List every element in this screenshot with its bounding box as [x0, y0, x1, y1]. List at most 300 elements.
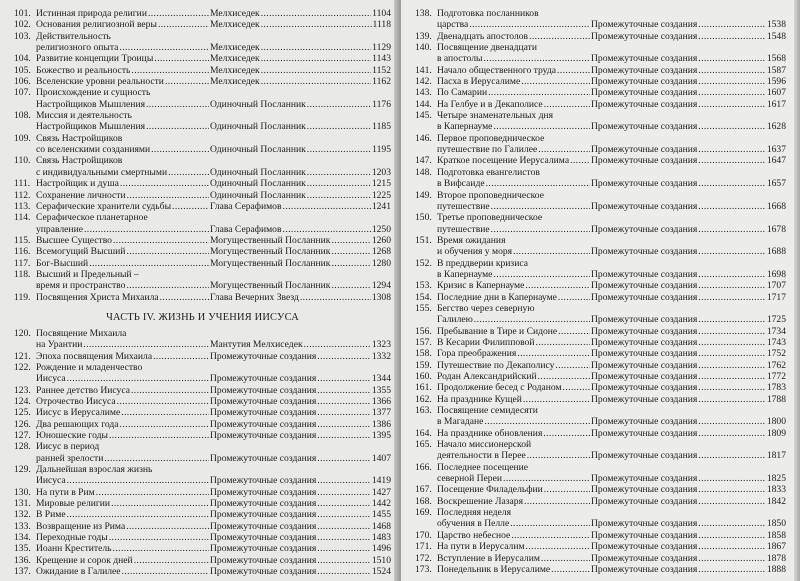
entry-number: 142.: [415, 76, 432, 88]
dot-leader: [113, 235, 209, 246]
dot-leader: [698, 314, 766, 325]
toc-entry: [14, 407, 391, 418]
entry-title: в Капернауме: [437, 268, 493, 280]
entry-number: 171.: [415, 541, 432, 553]
entry-page-number: 1637: [766, 144, 786, 156]
entry-line-continued: [14, 280, 391, 291]
entry-number: 141.: [415, 64, 432, 76]
toc-entry: [14, 351, 391, 362]
toc-entry: [415, 65, 786, 76]
entry-line: [415, 553, 786, 564]
entry-line-continued: [14, 167, 391, 178]
toc-entry: [14, 178, 391, 189]
entry-number: 148.: [415, 166, 432, 178]
dot-leader: [113, 543, 209, 554]
dot-leader: [331, 258, 370, 269]
entry-line: [415, 382, 786, 393]
entry-title: Бог-Высший: [36, 257, 89, 269]
entry-page-number: 1104: [372, 8, 391, 19]
dot-leader: [551, 564, 590, 575]
entry-line: [415, 326, 786, 337]
entry-line: [415, 360, 786, 371]
entry-title: Высший и Предельный –: [36, 268, 139, 280]
dot-leader: [126, 521, 209, 532]
toc-entry: [415, 42, 786, 65]
dot-leader: [261, 65, 371, 76]
entry-author: Промежуточные создания: [591, 473, 698, 485]
entry-number: 129.: [14, 464, 31, 476]
entry-page-number: 1538: [766, 19, 786, 31]
entry-page-number: 1725: [766, 314, 786, 326]
dot-leader: [307, 190, 371, 201]
entry-line: [14, 235, 391, 246]
entry-title: Настройщиков Мышления: [36, 121, 145, 133]
dot-leader: [698, 450, 766, 461]
entry-number: 125.: [14, 407, 31, 419]
entry-title: Действительность: [36, 30, 111, 42]
dot-leader: [121, 407, 209, 418]
entry-line: [415, 133, 786, 144]
dot-leader: [317, 532, 371, 543]
dot-leader: [698, 53, 766, 64]
entry-line: [415, 530, 786, 541]
dot-leader: [698, 19, 766, 30]
entry-page-number: 1647: [766, 155, 786, 167]
entry-number: 167.: [415, 484, 432, 496]
dot-leader: [158, 19, 209, 30]
entry-page-number: 1143: [372, 53, 391, 65]
dot-leader: [511, 530, 590, 541]
entry-title: Миссия и деятельность: [36, 110, 132, 122]
dot-leader: [317, 396, 371, 407]
dot-leader: [172, 201, 209, 212]
toc-entry: [415, 371, 786, 382]
entry-line: [415, 496, 786, 507]
entry-page-number: 1386: [371, 418, 391, 430]
dot-leader: [698, 337, 766, 348]
entry-page-number: 1568: [766, 53, 786, 65]
entry-line: [14, 292, 391, 303]
entry-title: Галилею: [437, 314, 473, 326]
entry-number: 161.: [415, 382, 432, 394]
entry-number: 111.: [14, 178, 31, 190]
entry-page-number: 1455: [371, 509, 391, 521]
toc-entry: [14, 8, 391, 19]
toc-entry: [14, 269, 391, 292]
toc-entry: [415, 337, 786, 348]
entry-author: Мелхиседек: [210, 42, 260, 54]
toc-entry: [14, 201, 391, 212]
entry-title: Развитие концепции Троицы: [36, 53, 154, 65]
dot-leader: [317, 566, 371, 577]
toc-entry: [14, 509, 391, 520]
dot-leader: [146, 99, 209, 110]
entry-title: управление: [36, 223, 83, 235]
entry-author: Промежуточные создания: [591, 348, 698, 360]
dot-leader: [83, 339, 209, 350]
dot-leader: [527, 450, 590, 461]
entry-page-number: 1268: [371, 246, 391, 258]
toc-entry: [14, 235, 391, 246]
entry-number: 119.: [14, 291, 31, 303]
dot-leader: [570, 155, 590, 166]
dot-leader: [698, 31, 766, 42]
entry-title: Понедельник в Иерусалиме: [437, 563, 551, 575]
entry-author: Промежуточные создания: [591, 64, 698, 76]
entry-page-number: 1468: [371, 520, 391, 532]
entry-line-continued: [14, 99, 391, 110]
toc-entry: [415, 133, 786, 156]
entry-page-number: 1162: [372, 76, 391, 88]
dot-leader: [698, 394, 766, 405]
entry-number: 134.: [14, 532, 31, 544]
toc-entry: [14, 498, 391, 509]
entry-title: Связь Настройщиков: [36, 132, 123, 144]
entry-line-continued: [415, 121, 786, 132]
entry-title: Иисуса: [36, 475, 66, 487]
entry-line-continued: [415, 269, 786, 280]
entry-line-continued: [415, 53, 786, 64]
entry-number: 112.: [14, 189, 31, 201]
entry-title: Иоанн Креститель: [36, 543, 112, 555]
dot-leader: [261, 53, 371, 64]
entry-title: Гора преображения: [437, 348, 517, 360]
entry-number: 103.: [14, 30, 31, 42]
entry-page-number: 1225: [371, 189, 391, 201]
entry-author: Промежуточные создания: [210, 566, 317, 578]
toc-entry: [415, 484, 786, 495]
dot-leader: [517, 348, 590, 359]
entry-line: [14, 31, 391, 42]
dot-leader: [525, 280, 590, 291]
entry-title: Посвящения Христа Михаила: [36, 291, 159, 303]
entry-number: 105.: [14, 64, 31, 76]
dot-leader: [698, 530, 766, 541]
dot-leader: [165, 76, 209, 87]
dot-leader: [120, 419, 209, 430]
toc-entry: [415, 564, 786, 575]
entry-line-continued: [14, 453, 391, 464]
dot-leader: [698, 292, 766, 303]
dot-leader: [154, 53, 209, 64]
entry-number: 154.: [415, 291, 432, 303]
toc-entry: [415, 76, 786, 87]
entry-page-number: 1688: [766, 246, 786, 258]
dot-leader: [131, 385, 209, 396]
entry-number: 160.: [415, 371, 432, 382]
entry-line: [14, 246, 391, 257]
entry-author: Промежуточные создания: [210, 373, 317, 385]
entry-author: Промежуточные создания: [210, 486, 317, 498]
entry-title: Два решающих года: [36, 418, 119, 430]
toc-entry: [14, 362, 391, 385]
dot-leader: [331, 280, 370, 291]
dot-leader: [524, 496, 590, 507]
entry-page-number: 1678: [766, 223, 786, 235]
entry-title: Второе проповедническое: [437, 189, 544, 201]
dot-leader: [120, 178, 209, 189]
entry-line: [14, 269, 391, 280]
entry-line: [14, 133, 391, 144]
entry-page-number: 1617: [766, 98, 786, 110]
entry-number: 120.: [14, 327, 31, 339]
entry-page-number: 1825: [766, 473, 786, 485]
entry-title: На пути в Рим: [36, 486, 95, 498]
entry-number: 137.: [14, 566, 31, 578]
dot-leader: [84, 224, 209, 235]
entry-author: Промежуточные создания: [591, 291, 698, 303]
entry-title: Первое проповедническое: [437, 132, 545, 144]
entry-title: царства: [437, 19, 469, 31]
dot-leader: [484, 416, 590, 427]
entry-author: Промежуточные создания: [591, 427, 698, 439]
entry-line: [415, 462, 786, 473]
entry-title: Четыре знаменательных дня: [437, 110, 554, 122]
entry-page-number: 1817: [766, 450, 786, 462]
entry-line: [415, 348, 786, 359]
entry-number: 153.: [415, 280, 432, 292]
entry-page-number: 1203: [371, 166, 391, 178]
entry-page-number: 1628: [766, 121, 786, 133]
entry-number: 104.: [14, 53, 31, 65]
entry-page-number: 1419: [371, 475, 391, 487]
entry-line: [415, 280, 786, 291]
entry-title: В Кесарии Филипповой: [437, 336, 535, 348]
toc-entry: [14, 464, 391, 487]
entry-line-continued: [14, 121, 391, 132]
entry-number: 136.: [14, 554, 31, 566]
toc-entry: [415, 235, 786, 258]
dot-leader: [469, 19, 590, 30]
toc-entry: [415, 280, 786, 291]
entry-line: [415, 439, 786, 450]
dot-leader: [488, 87, 590, 98]
entry-title: Крещение и сорок дней: [36, 554, 133, 566]
entry-number: 101.: [14, 8, 31, 19]
dot-leader: [523, 394, 590, 405]
dot-leader: [698, 360, 766, 371]
dot-leader: [317, 521, 371, 532]
entry-page-number: 1607: [766, 87, 786, 99]
dot-leader: [160, 292, 209, 303]
entry-number: 127.: [14, 430, 31, 442]
toc-entry: [415, 292, 786, 303]
entry-number: 169.: [415, 507, 432, 519]
entry-number: 124.: [14, 396, 31, 407]
toc-entry: [415, 530, 786, 541]
entry-line: [415, 8, 786, 19]
entry-line: [14, 566, 391, 577]
dot-leader: [317, 475, 371, 486]
entry-number: 123.: [14, 384, 31, 396]
entry-line: [415, 65, 786, 76]
dot-leader: [261, 8, 371, 19]
dot-leader: [698, 99, 766, 110]
entry-title: Юношеские годы: [36, 430, 108, 442]
entry-number: 166.: [415, 461, 432, 473]
entry-author: Промежуточные создания: [591, 552, 698, 564]
entry-line: [415, 484, 786, 495]
entry-author: Промежуточные создания: [210, 384, 317, 396]
entry-line: [14, 419, 391, 430]
dot-leader: [146, 121, 209, 132]
entry-author: Могущественный Посланник: [210, 280, 331, 292]
page-edge: [794, 0, 800, 581]
entry-line: [415, 303, 786, 314]
entry-title: религиозного опыта: [36, 42, 119, 54]
entry-line-continued: [14, 224, 391, 235]
entry-page-number: 1355: [371, 384, 391, 396]
entry-author: Промежуточные создания: [210, 532, 317, 544]
entry-title: Путешествие по Декаполису: [437, 359, 555, 371]
toc-entry: [14, 133, 391, 156]
dot-leader: [317, 487, 371, 498]
dot-leader: [555, 360, 590, 371]
toc-entry: [415, 405, 786, 428]
entry-line: [415, 212, 786, 223]
entry-title: Сохранение личности: [36, 189, 126, 201]
dot-leader: [557, 65, 590, 76]
entry-title: Воскрешение Лазаря: [437, 495, 524, 507]
entry-line: [14, 65, 391, 76]
dot-leader: [503, 473, 590, 484]
entry-number: 155.: [415, 302, 432, 314]
entry-page-number: 1587: [766, 64, 786, 76]
dot-leader: [131, 65, 209, 76]
toc-entry: [14, 292, 391, 303]
entry-author: Промежуточные создания: [210, 509, 317, 521]
entry-title: Настройщик и душа: [36, 178, 119, 190]
entry-line: [14, 396, 391, 407]
dot-leader: [283, 224, 371, 235]
entry-author: Промежуточные создания: [210, 475, 317, 487]
entry-line: [14, 362, 391, 373]
entry-line: [415, 155, 786, 166]
entry-page-number: 1294: [371, 280, 391, 292]
entry-line-continued: [14, 339, 391, 350]
toc-list-part-three: [14, 8, 391, 303]
entry-line: [14, 53, 391, 64]
entry-number: 150.: [415, 212, 432, 224]
dot-leader: [307, 99, 371, 110]
entry-page-number: 1118: [372, 19, 391, 31]
entry-page-number: 1783: [766, 382, 786, 394]
entry-author: Промежуточные создания: [591, 76, 698, 88]
entry-number: 128.: [14, 441, 31, 453]
dot-leader: [67, 509, 209, 520]
dot-leader: [698, 155, 766, 166]
entry-page-number: 1867: [766, 541, 786, 553]
toc-entry: [415, 541, 786, 552]
entry-author: Промежуточные создания: [591, 541, 698, 553]
entry-line: [415, 337, 786, 348]
entry-line: [14, 178, 391, 189]
entry-author: Промежуточные создания: [210, 554, 317, 566]
entry-line: [415, 292, 786, 303]
toc-entry: [14, 258, 391, 269]
toc-entry: [14, 396, 391, 407]
toc-entry: [415, 428, 786, 439]
entry-line: [14, 385, 391, 396]
toc-entry: [415, 496, 786, 507]
entry-title: На пути в Иерусалим: [437, 541, 525, 553]
entry-title: На празднике обновления: [437, 427, 543, 439]
dot-leader: [698, 65, 766, 76]
entry-number: 144.: [415, 98, 432, 110]
entry-author: Промежуточные создания: [591, 484, 698, 496]
entry-title: Бегство через северную: [437, 302, 535, 314]
entry-page-number: 1833: [766, 484, 786, 496]
entry-author: Одиночный Посланник: [210, 98, 306, 110]
entry-title: Отрочество Иисуса: [36, 396, 116, 407]
entry-author: Одиночный Посланник: [210, 166, 306, 178]
dot-leader: [307, 121, 371, 132]
entry-title: В Риме: [36, 509, 66, 521]
entry-title: Переходные годы: [36, 532, 108, 544]
entry-number: 146.: [415, 132, 432, 144]
dot-leader: [67, 373, 209, 384]
dot-leader: [483, 53, 590, 64]
entry-number: 151.: [415, 234, 432, 246]
entry-number: 149.: [415, 189, 432, 201]
entry-author: Промежуточные создания: [591, 178, 698, 190]
entry-title: обучения в Пелле: [437, 518, 510, 530]
entry-line: [14, 487, 391, 498]
entry-number: 132.: [14, 509, 31, 521]
entry-title: Кризис в Капернауме: [437, 280, 525, 292]
entry-number: 133.: [14, 520, 31, 532]
entry-page-number: 1548: [766, 30, 786, 42]
entry-title: Начало общественного труда: [437, 64, 556, 76]
entry-line-continued: [14, 373, 391, 384]
entry-line: [14, 532, 391, 543]
entry-author: Промежуточные создания: [591, 563, 698, 575]
dot-leader: [543, 428, 590, 439]
entry-line: [14, 87, 391, 98]
entry-number: 121.: [14, 350, 31, 362]
entry-title: и обучения у моря: [437, 246, 513, 258]
dot-leader: [698, 416, 766, 427]
entry-title: Продолжение бесед с Роданом: [437, 382, 562, 394]
entry-author: Промежуточные создания: [591, 529, 698, 541]
dot-leader: [307, 144, 371, 155]
entry-number: 173.: [415, 563, 432, 575]
entry-number: 116.: [14, 246, 31, 258]
toc-entry: [14, 430, 391, 441]
toc-entry: [415, 507, 786, 530]
toc-entry: [14, 441, 391, 464]
entry-title: путешествие по Галилее: [437, 144, 538, 156]
entry-number: 110.: [14, 155, 31, 167]
entry-line: [14, 110, 391, 121]
entry-line: [415, 190, 786, 201]
dot-leader: [331, 246, 370, 257]
dot-leader: [558, 326, 590, 337]
dot-leader: [538, 371, 590, 382]
entry-line: [14, 328, 391, 339]
entry-title: Ожидание в Галилее: [36, 566, 121, 578]
dot-leader: [126, 280, 209, 291]
entry-title: Посещение Филадельфии: [437, 484, 543, 496]
entry-line: [415, 99, 786, 110]
dot-leader: [317, 498, 371, 509]
toc-entry: [415, 8, 786, 31]
entry-page-number: 1788: [766, 393, 786, 405]
entry-number: 126.: [14, 418, 31, 430]
dot-leader: [513, 246, 590, 257]
entry-page-number: 1496: [371, 543, 391, 555]
entry-page-number: 1152: [372, 64, 391, 76]
